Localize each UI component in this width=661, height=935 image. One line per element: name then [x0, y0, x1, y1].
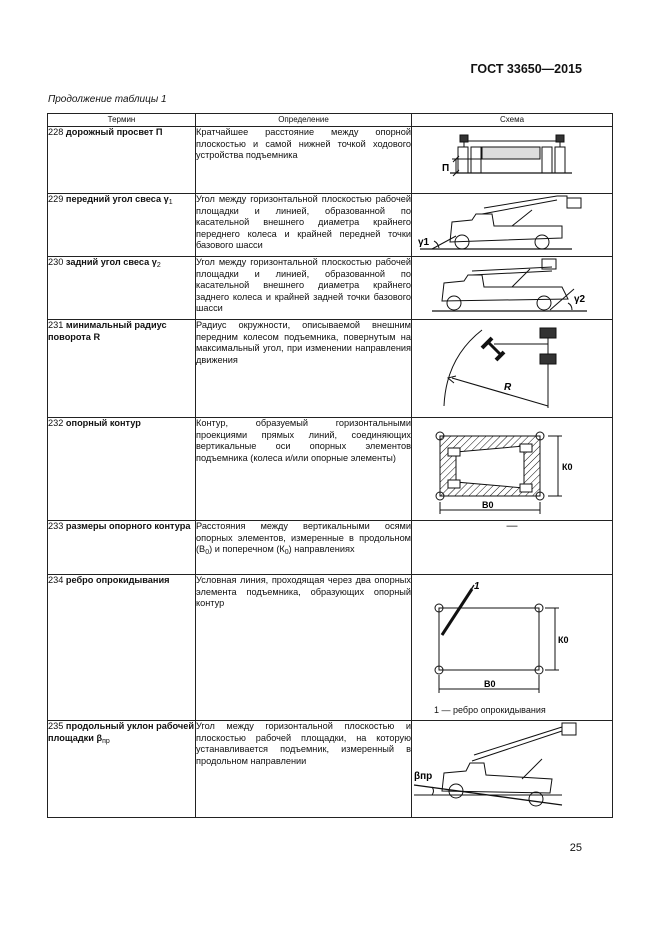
definition-cell: Угол между горизонтальной плоскостью рабочей площадки и линией, образованной по касательной внешнего диаметра крайнего заднего колеса и крайней задней точки базового шасси [196, 257, 412, 320]
k0-label: К0 [558, 635, 569, 645]
table-caption: Продолжение таблицы 1 [48, 94, 167, 105]
scheme-cell [412, 320, 613, 418]
beta-label: βпр [414, 771, 433, 782]
table-row [48, 127, 613, 194]
term-text: минимальный радиус поворота R [48, 320, 167, 342]
front-overhang-angle-diagram [412, 194, 613, 256]
turning-radius-diagram [412, 320, 613, 417]
term-number: 232 [48, 418, 64, 428]
term-number: 228 [48, 127, 64, 137]
table-row [48, 194, 613, 257]
scheme-cell [412, 575, 613, 721]
term-text: передний угол свеса γ [65, 194, 169, 204]
term-cell [48, 127, 196, 194]
column-header-scheme: Схема [412, 114, 613, 127]
term-cell [48, 721, 196, 818]
term-text: дорожный просвет П [65, 127, 163, 137]
term-number: 233 [48, 521, 64, 531]
ground-clearance-diagram [412, 127, 613, 193]
definition-cell: Условная линия, проходящая через два опорных элемента подъемника, образующих опорный контур [196, 575, 412, 721]
definition-cell: Угол между горизонтальной плоскостью рабочей площадки и линией, образованной по касательной внешнего диаметра крайнего переднего колеса и крайней передней точки базового шасси [196, 194, 412, 257]
definition-cell: Контур, образуемый горизонтальными проекциями прямых линий, соединяющих вертикальные оси опорных элементов подъемника (колеса и/или опорные элементы) [196, 418, 412, 521]
b0-label: В0 [484, 679, 496, 689]
term-cell [48, 575, 196, 721]
k0-label: К0 [562, 462, 573, 472]
gamma1-label: γ1 [418, 237, 430, 248]
term-text: ребро опрокидывания [65, 575, 170, 585]
radius-label: R [504, 382, 512, 393]
term-cell [48, 194, 196, 257]
definition-cell: Угол между горизонтальной плоскостью и плоскостью рабочей площадки, на которую устанавливается подъемник, измеренный в продольном направлении [196, 721, 412, 818]
column-header-definition: Определение [196, 114, 412, 127]
column-header-term: Термин [48, 114, 196, 127]
term-text: опорный контур [65, 418, 141, 428]
table-row [48, 721, 613, 818]
table-row [48, 575, 613, 721]
figure-caption: 1 — ребро опрокидывания [434, 705, 546, 716]
term-cell [48, 521, 196, 575]
scheme-cell [412, 257, 613, 320]
tipping-edge-diagram [412, 575, 613, 720]
term-subscript: 2 [156, 262, 161, 269]
term-subscript: 1 [168, 199, 173, 206]
edge-marker: 1 [474, 581, 480, 592]
definition-cell: Радиус окружности, описываемой внешним передним колесом подъемника, повернутым на максимальный угол, при изменении направления движения [196, 320, 412, 418]
term-subscript: пр [102, 737, 110, 745]
table-row [48, 418, 613, 521]
page-number: 25 [569, 842, 582, 854]
scheme-cell [412, 194, 613, 257]
b0-label: В0 [482, 500, 494, 510]
table-row [48, 320, 613, 418]
term-number: 229 [48, 194, 64, 204]
support-contour-diagram [412, 418, 613, 520]
table-row [48, 521, 613, 575]
term-number: 235 [48, 721, 64, 731]
definition-cell: Расстояния между вертикальными осями опорных элементов, измеренные в продольном $(В_0)$ и поперечном $(К_0)$ направлениях [196, 521, 412, 575]
table-row [48, 257, 613, 320]
scheme-cell [412, 721, 613, 818]
term-number: 230 [48, 257, 64, 267]
gamma2-label: γ2 [574, 294, 586, 305]
table-header-row [48, 114, 613, 127]
term-number: 231 [48, 320, 64, 330]
term-cell [48, 320, 196, 418]
term-text: размеры опорного контура [65, 521, 191, 531]
document-code: ГОСТ 33650—2015 [470, 62, 582, 76]
rear-overhang-angle-diagram [412, 257, 613, 319]
scheme-cell: — [412, 521, 613, 575]
term-cell [48, 257, 196, 320]
longitudinal-slope-diagram [412, 721, 613, 817]
definition-cell: Кратчайшее расстояние между опорной плоскостью и самой нижней точкой ходового устройства подъемника [196, 127, 412, 194]
terms-table [47, 113, 613, 818]
term-cell [48, 418, 196, 521]
term-number: 234 [48, 575, 64, 585]
term-text: продольный уклон рабочей площадки β [48, 721, 194, 743]
scheme-cell [412, 127, 613, 194]
clearance-label: П [442, 163, 450, 174]
term-text: задний угол свеса γ [65, 257, 157, 267]
scheme-cell [412, 418, 613, 521]
